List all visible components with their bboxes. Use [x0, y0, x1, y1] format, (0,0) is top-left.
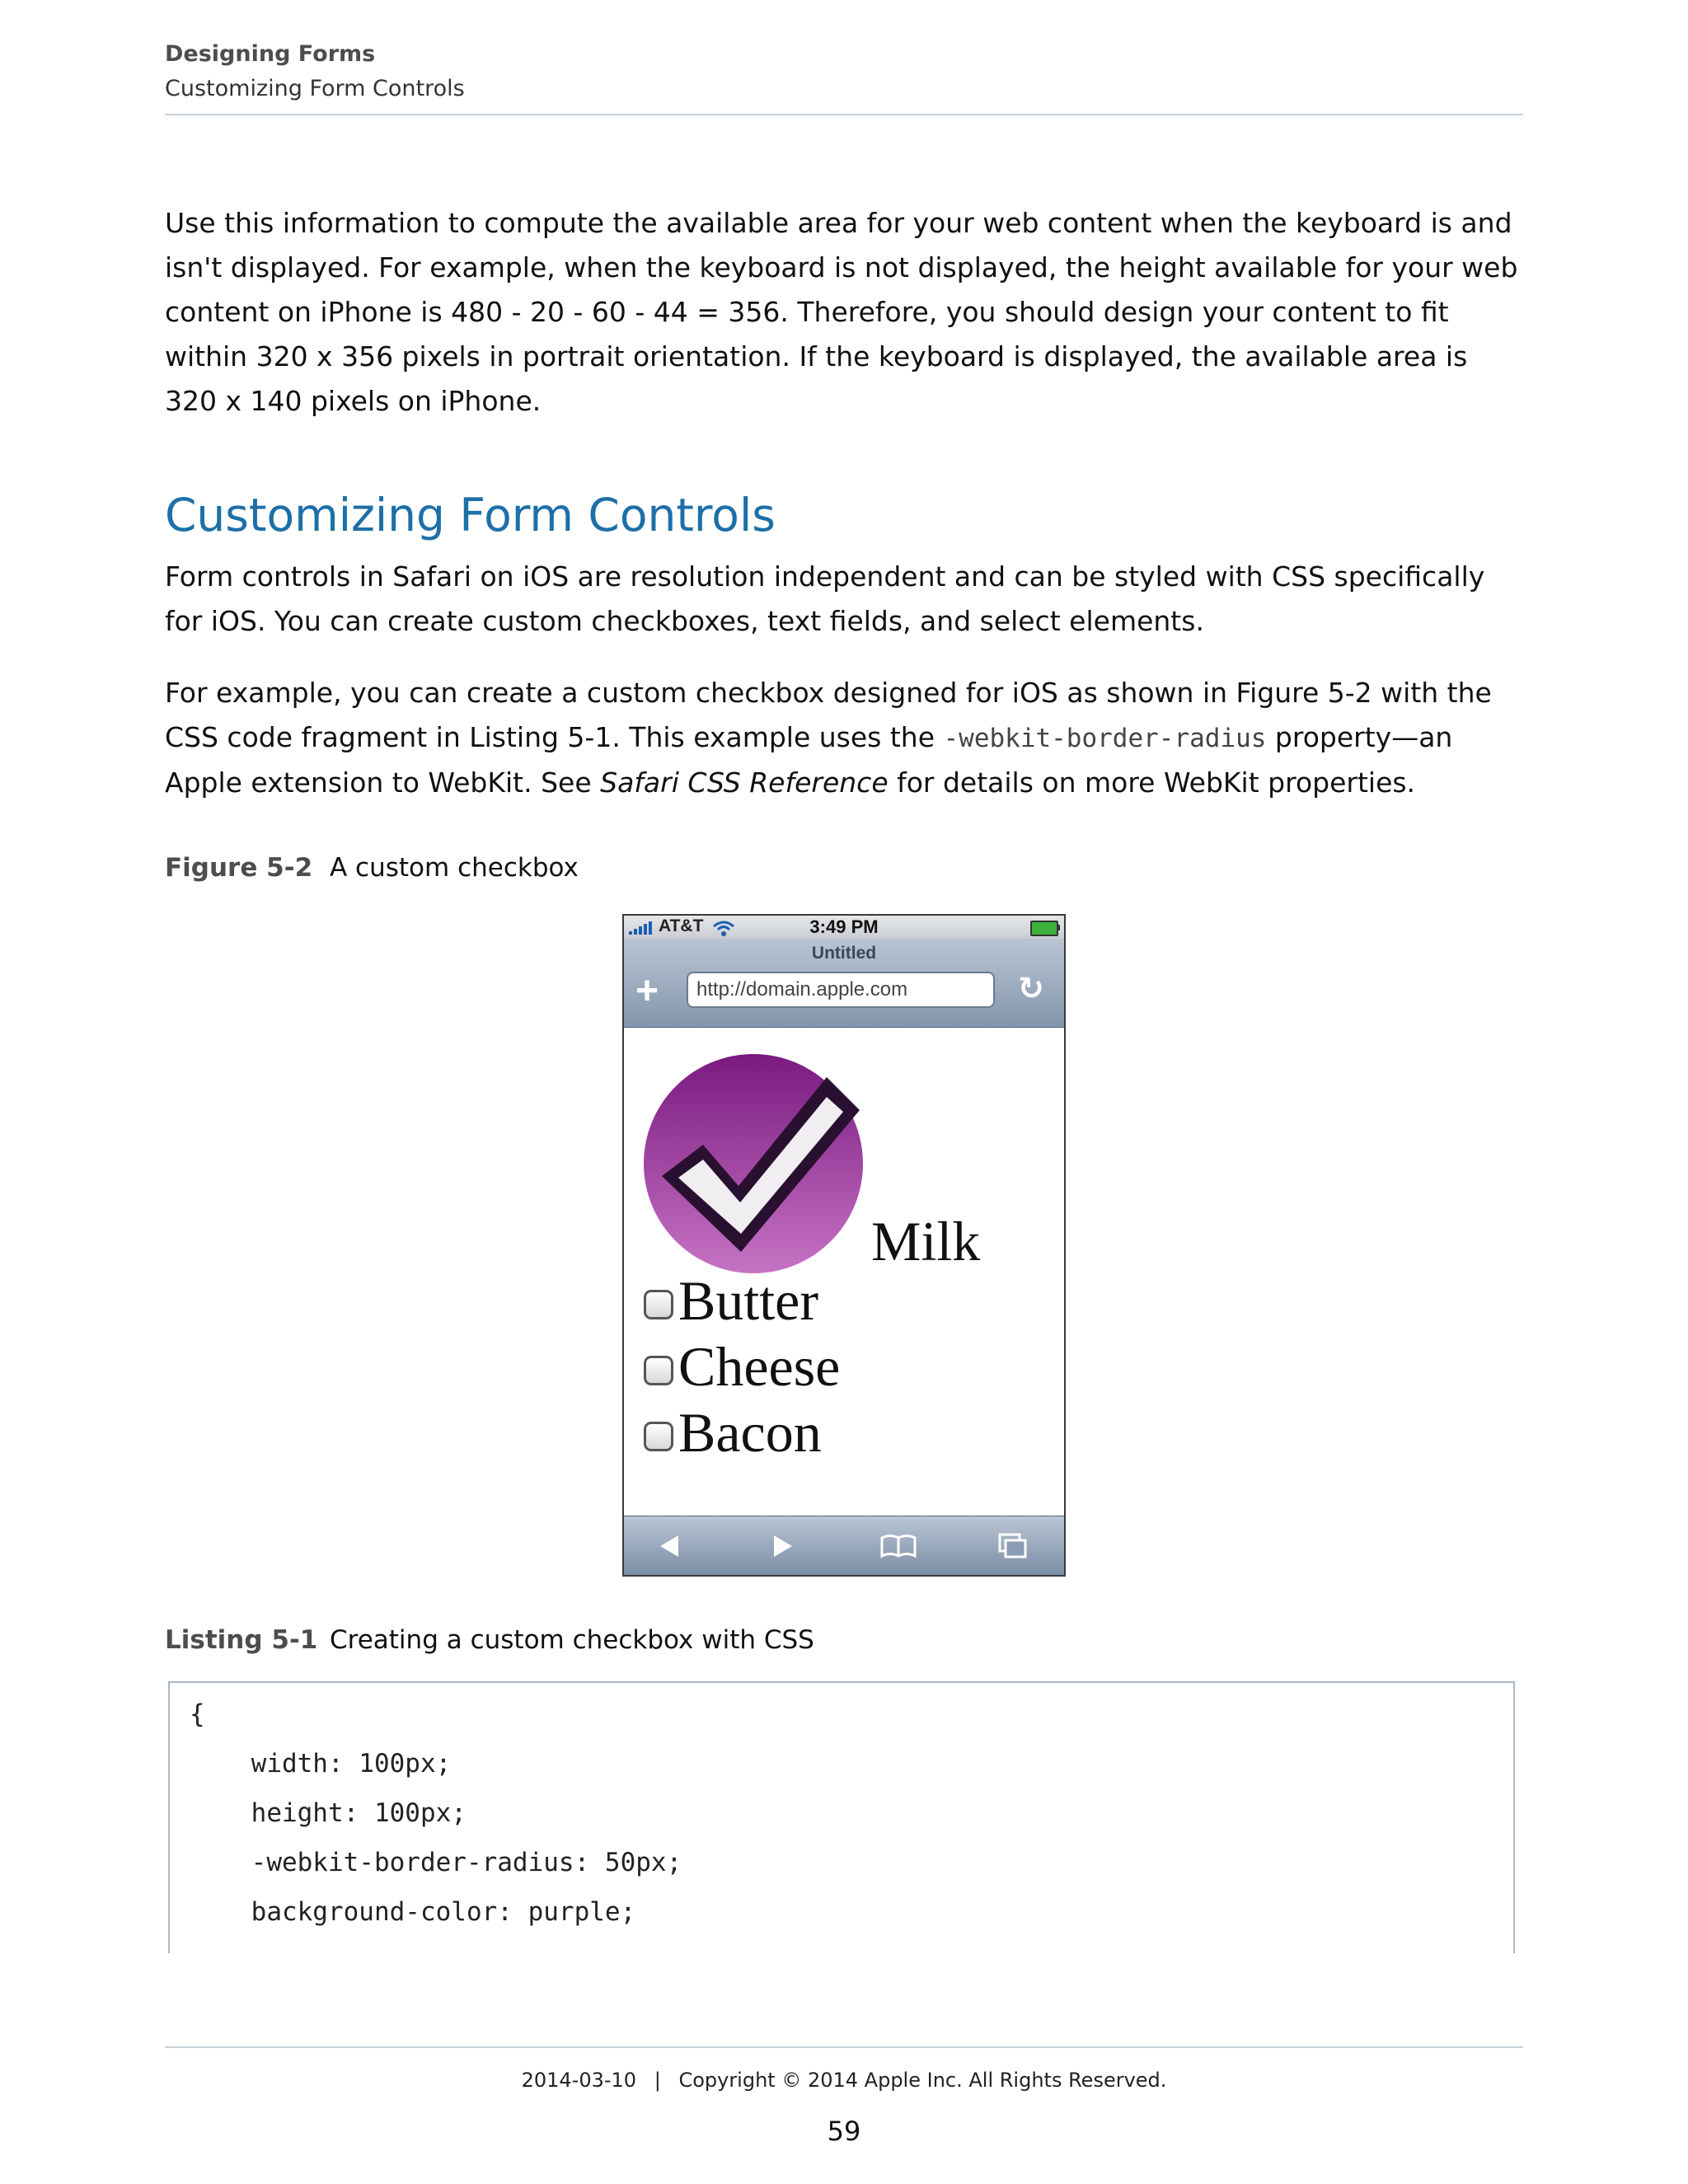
code-line: background-color: purple;	[190, 1897, 636, 1927]
unchecked-checkbox[interactable]	[644, 1422, 673, 1451]
paragraph-text-start: For example, you can create a custom checkbox designed for iOS as shown in Figure 5-2 with the CSS code fragment in Listing 5-1. This example uses the	[165, 677, 1492, 753]
intro-paragraph-text: Use this information to compute the available area for your web content when the keyboard is and isn't displayed. For example, when the keyboard is not displayed, the height available for your web content on iPhone is 480 - 20 - 60 - 44 = 356. Therefore, you should design your content to fit within 320 x 356 pixels in portrait orientation. If the keyboard is displayed, the available area is 320 x 140 pixels on iPhone.	[165, 207, 1518, 417]
iphone-screenshot	[622, 914, 1066, 1577]
status-time: 3:49 PM	[809, 916, 879, 937]
unchecked-checkbox[interactable]	[644, 1290, 673, 1319]
add-bookmark-icon[interactable]: +	[635, 969, 659, 1013]
code-line: {	[190, 1699, 205, 1729]
section-heading: Customizing Form Controls	[165, 489, 776, 541]
checkbox-label: Cheese	[678, 1335, 841, 1398]
reload-icon[interactable]: ↻	[1018, 970, 1044, 1006]
running-header-section: Customizing Form Controls	[165, 76, 465, 101]
code-line: width: 100px;	[190, 1749, 452, 1779]
pages-icon[interactable]	[988, 1528, 1038, 1564]
figure-label: Figure 5-2	[165, 853, 313, 883]
listing-label: Listing 5-1	[165, 1625, 318, 1655]
paragraph-text-end: for details on more WebKit properties.	[888, 766, 1416, 799]
bookmarks-icon[interactable]	[874, 1528, 923, 1564]
header-divider	[165, 114, 1523, 115]
forward-icon[interactable]	[758, 1528, 808, 1564]
paragraph-text-middle: property—an Apple extension to WebKit. See	[165, 721, 1453, 799]
safari-css-reference-link[interactable]: Safari CSS Reference	[600, 766, 889, 799]
checkbox-label: Bacon	[678, 1401, 822, 1464]
status-bar	[624, 916, 1064, 939]
paragraph-custom-checkbox	[165, 671, 1525, 805]
code-line: -webkit-border-radius: 50px;	[190, 1848, 682, 1877]
inline-code-webkit-border-radius: -webkit-border-radius	[943, 724, 1267, 753]
figure-caption	[165, 853, 579, 883]
footer-copyright-line	[0, 2069, 1688, 2092]
listing-title: Creating a custom checkbox with CSS	[330, 1625, 814, 1655]
safari-toolbar	[624, 1516, 1064, 1576]
checkbox-row-butter[interactable]	[644, 1268, 818, 1333]
footer-divider	[165, 2046, 1523, 2048]
page-number: 59	[827, 2116, 861, 2147]
listing-caption	[165, 1625, 814, 1655]
figure-title: A custom checkbox	[330, 853, 579, 883]
paragraph-form-controls-text: Form controls in Safari on iOS are resolution independent and can be styled with CSS specifically for iOS. You can create custom checkboxes, text fields, and select elements.	[165, 560, 1485, 637]
checkbox-row-cheese[interactable]	[644, 1334, 840, 1399]
code-listing	[168, 1681, 1515, 1953]
running-header-chapter: Designing Forms	[165, 41, 376, 67]
page-title: Untitled	[811, 944, 877, 963]
back-icon[interactable]	[645, 1528, 694, 1564]
url-field[interactable]: http://domain.apple.com	[687, 972, 995, 1008]
footer-copyright: Copyright © 2014 Apple Inc. All Rights Reserved.	[678, 2069, 1167, 2092]
checkbox-label: Butter	[678, 1269, 818, 1332]
safari-navigation-bar	[624, 939, 1064, 1028]
paragraph-form-controls	[165, 555, 1525, 644]
code-line: height: 100px;	[190, 1798, 467, 1828]
checkbox-row-bacon[interactable]	[644, 1400, 822, 1465]
unchecked-checkbox[interactable]	[644, 1356, 673, 1385]
web-content-area	[624, 1028, 1064, 1516]
intro-paragraph	[165, 201, 1525, 424]
custom-checkbox-checked[interactable]	[644, 1054, 863, 1273]
carrier-name: AT&T	[659, 916, 704, 935]
checkbox-label-milk: Milk	[871, 1210, 981, 1272]
battery-tip	[1057, 925, 1060, 930]
footer-date: 2014-03-10	[521, 2069, 637, 2092]
footer-separator: |	[654, 2069, 661, 2092]
battery-icon	[1030, 921, 1058, 936]
